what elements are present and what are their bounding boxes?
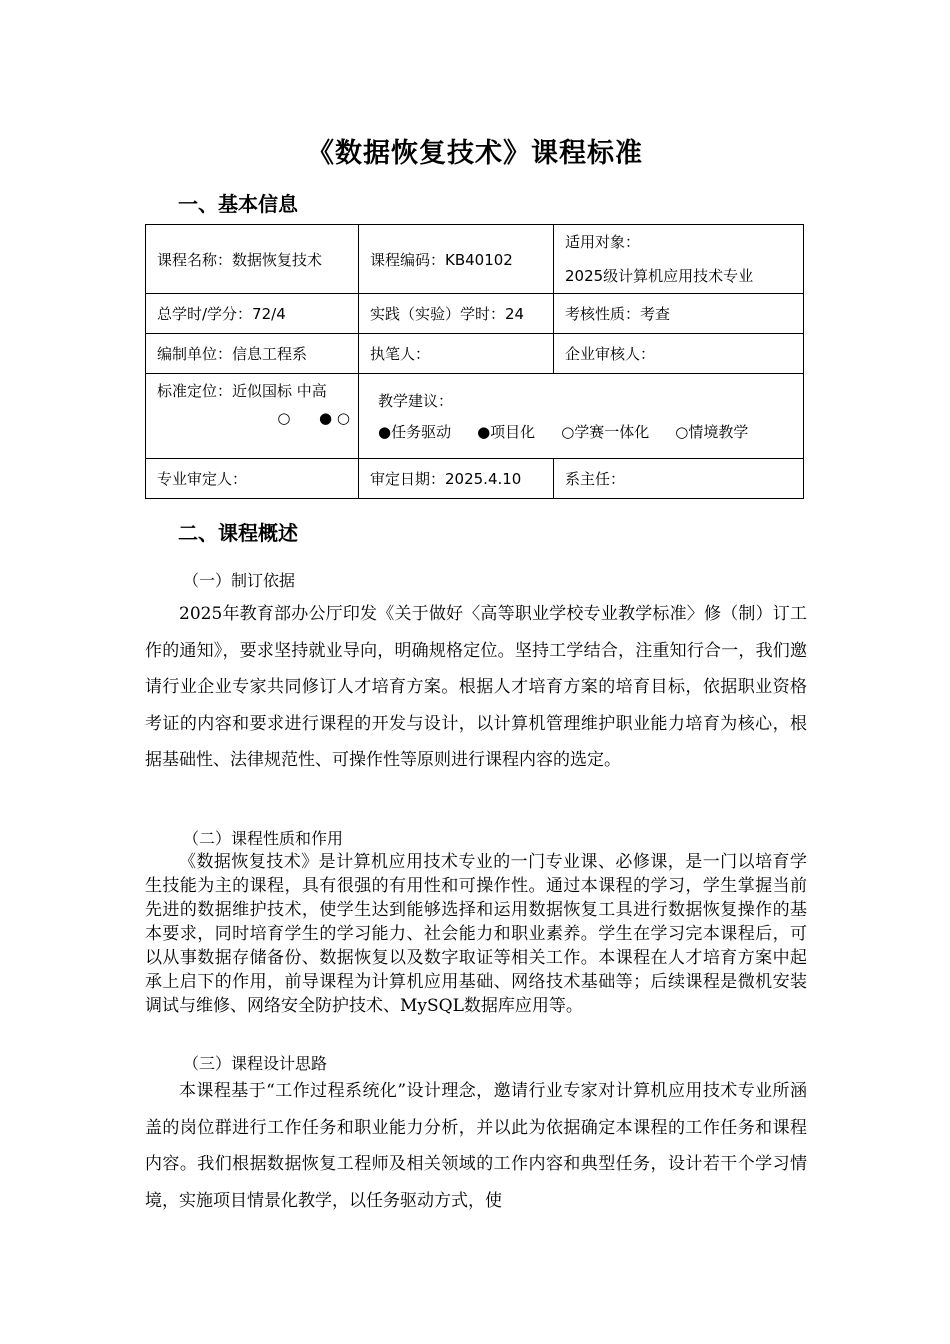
target-label: 适用对象： <box>565 233 641 251</box>
table-row <box>146 334 804 374</box>
subheading-nature: （二）课程性质和作用 <box>183 829 344 848</box>
teaching-method-item: ●任务驱动 <box>378 423 452 441</box>
director-cell: 系主任： <box>554 459 804 499</box>
subheading-basis: （一）制订依据 <box>183 571 296 590</box>
positioning-label: 标准定位：近似国标 中高 <box>157 382 327 400</box>
teaching-advice-label: 教学建议： <box>378 392 454 410</box>
author-cell: 执笔人： <box>359 334 554 374</box>
teaching-method-item: ○情境教学 <box>675 423 749 441</box>
paragraph-design: 本课程基于“工作过程系统化”设计理念，邀请行业专家对计算机应用技术专业所涵盖的岗位群进行工作任务和职业能力分析，并以此为依据确定本课程的工作任务和课程内容。我们根据数据恢复工程师及相关领域的工作内容和典型任务，设计若干个学习情境，实施项目情景化教学，以任务驱动方式，使 <box>145 1081 807 1211</box>
target-audience-cell <box>554 225 804 294</box>
practice-hours-cell: 实践（实验）学时：24 <box>359 294 554 334</box>
total-hours-cell: 总学时/学分：72/4 <box>146 294 359 334</box>
approve-date-cell: 审定日期：2025.4.10 <box>359 459 554 499</box>
table-row <box>146 294 804 334</box>
course-code-cell: 课程编码：KB40102 <box>359 225 554 294</box>
section-heading-basic-info: 一、基本信息 <box>178 192 298 216</box>
table-row <box>146 459 804 499</box>
positioning-marks: ○ ● ○ <box>277 409 350 427</box>
reviewer-cell: 企业审核人： <box>554 334 804 374</box>
positioning-cell <box>146 374 359 459</box>
target-value: 2025级计算机应用技术专业 <box>565 267 754 285</box>
course-name-cell: 课程名称：数据恢复技术 <box>146 225 359 294</box>
paragraph-nature: 《数据恢复技术》是计算机应用技术专业的一门专业课、必修课，是一门以培育学生技能为主的课程，具有很强的有用性和可操作性。通过本课程的学习，学生掌握当前先进的数据维护技术，使学生达到能够选择和运用数据恢复工具进行数据恢复操作的基本要求，同时培育学生的学习能力、社会能力和职业素养。学生在学习完本课程后，可以从事数据存储备份、数据恢复以及数字取证等相关工作。本课程在人才培育方案中起承上启下的作用，前导课程为计算机应用基础、网络技术基础等；后续课程是微机安装调试与维修、网络安全防护技术、MySQL数据库应用等。 <box>145 852 807 1016</box>
paragraph-basis: 2025年教育部办公厅印发《关于做好〈高等职业学校专业教学标准〉修（制）订工作的通知》，要求坚持就业导向，明确规格定位。坚持工学结合，注重知行合一，我们邀请行业企业专家共同修订人才培育方案。根据人才培育方案的培育目标，依据职业资格考证的内容和要求进行课程的开发与设计，以计算机管理维护职业能力培育为核心，根据基础性、法律规范性、可操作性等原则进行课程内容的选定。 <box>145 604 807 771</box>
assessment-cell: 考核性质：考查 <box>554 294 804 334</box>
approver-cell: 专业审定人： <box>146 459 359 499</box>
teaching-method-item: ●项目化 <box>477 423 536 441</box>
subheading-design: （三）课程设计思路 <box>183 1054 328 1073</box>
unit-cell: 编制单位：信息工程系 <box>146 334 359 374</box>
table-row <box>146 374 804 459</box>
teaching-method-item: ○学赛一体化 <box>561 423 650 441</box>
table-row <box>146 225 804 294</box>
teaching-advice-cell <box>359 374 804 459</box>
section-heading-overview: 二、课程概述 <box>178 521 298 545</box>
document-title: 《数据恢复技术》课程标准 <box>307 138 643 169</box>
basic-info-table <box>145 224 804 499</box>
teaching-methods <box>378 421 803 442</box>
